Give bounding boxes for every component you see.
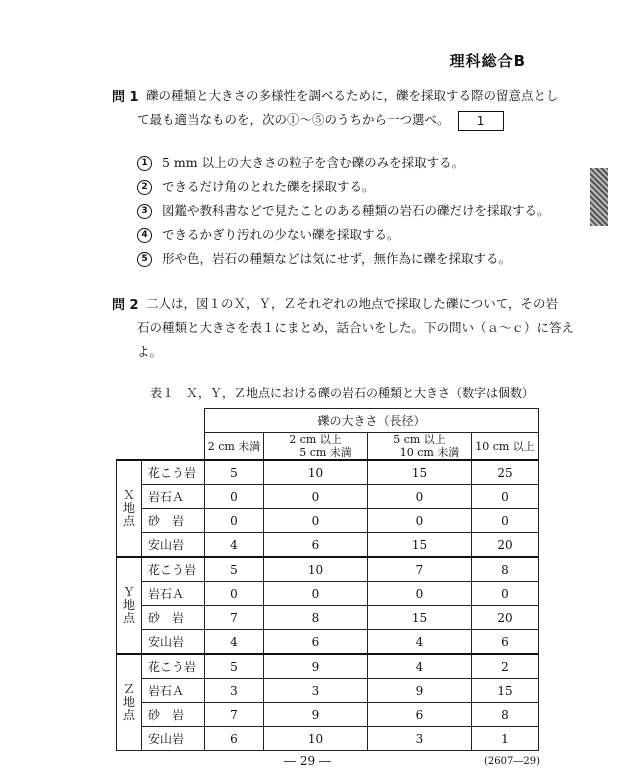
rock-type-cell: 安山岩 <box>142 533 205 558</box>
q2-text-line2: 石の種類と大きさを表１にまとめ，話合いをした。下の問い（ａ～ｃ）に答え <box>137 320 575 335</box>
q1-option-3[interactable] <box>137 201 550 219</box>
q1-option-3-text: 図鑑や教科書などで見たことのある種類の岩石の礫だけを採取する。 <box>162 203 550 218</box>
table-row <box>117 606 539 630</box>
option-number-4: 4 <box>137 228 152 243</box>
table-row <box>117 703 539 727</box>
count-cell: 9 <box>264 654 368 679</box>
count-cell: 7 <box>205 606 264 630</box>
section-tab-marker <box>590 168 608 226</box>
q1-label: 問 1 <box>112 90 139 105</box>
q1-text-line2 <box>137 110 504 131</box>
location-label <box>117 460 142 557</box>
count-cell: 5 <box>205 654 264 679</box>
location-label <box>117 557 142 654</box>
option-number-1: 1 <box>137 156 152 171</box>
rock-type-cell: 砂 岩 <box>142 509 205 533</box>
col-header-3-line2: 10 cm 未満 <box>399 446 460 459</box>
location-char: 点 <box>122 708 135 722</box>
count-cell: 0 <box>472 485 539 509</box>
count-cell: 10 <box>264 460 368 485</box>
table-row <box>117 485 539 509</box>
count-cell: 3 <box>205 679 264 703</box>
count-cell: 0 <box>264 509 368 533</box>
count-cell: 1 <box>472 727 539 751</box>
count-cell: 0 <box>205 582 264 606</box>
count-cell: 4 <box>368 630 472 655</box>
table-row <box>117 630 539 655</box>
rock-type-cell: 砂 岩 <box>142 703 205 727</box>
rock-type-cell: 花こう岩 <box>142 557 205 582</box>
rock-type-cell: 岩石Ａ <box>142 485 205 509</box>
q1-text-line2-body: て最も適当なものを，次の①～⑤のうちから一つ選べ。 <box>137 112 450 127</box>
q1-option-2-text: できるだけ角のとれた礫を採取する。 <box>162 179 375 194</box>
col-header-3 <box>368 433 472 461</box>
count-cell: 7 <box>368 557 472 582</box>
col-header-1 <box>205 433 264 461</box>
col-header-2-line1: 2 cm 以上 <box>289 433 342 446</box>
location-char: 点 <box>122 611 135 625</box>
rock-type-cell: 岩石Ａ <box>142 679 205 703</box>
table-body <box>117 460 539 751</box>
count-cell: 8 <box>472 703 539 727</box>
q2-label: 問 2 <box>112 298 139 313</box>
count-cell: 6 <box>264 630 368 655</box>
q1-text-line1: 礫の種類と大きさの多様性を調べるために，礫を採取する際の留意点とし <box>146 88 559 103</box>
table-row <box>117 727 539 751</box>
count-cell: 15 <box>368 606 472 630</box>
q1-option-2[interactable] <box>137 177 375 195</box>
option-number-2: 2 <box>137 180 152 195</box>
count-cell: 25 <box>472 460 539 485</box>
size-header: 礫の大きさ（長径） <box>205 409 539 433</box>
q1-option-1[interactable] <box>137 153 464 171</box>
table-row <box>117 582 539 606</box>
count-cell: 5 <box>205 460 264 485</box>
count-cell: 0 <box>368 509 472 533</box>
table-row <box>117 679 539 703</box>
rock-type-cell: 安山岩 <box>142 727 205 751</box>
rock-size-table <box>116 408 539 751</box>
count-cell: 4 <box>368 654 472 679</box>
count-cell: 9 <box>264 703 368 727</box>
location-char: 地 <box>122 598 135 612</box>
count-cell: 4 <box>205 533 264 558</box>
rock-type-cell: 安山岩 <box>142 630 205 655</box>
count-cell: 2 <box>472 654 539 679</box>
table-row <box>117 654 539 679</box>
option-number-5: 5 <box>137 252 152 267</box>
col-header-1-text: 2 cm 未満 <box>207 439 261 453</box>
q2-text-line3: よ。 <box>137 344 163 359</box>
table-row <box>117 533 539 558</box>
q1-option-1-text: 5 mm 以上の大きさの粒子を含む礫のみを採取する。 <box>162 155 465 170</box>
location-char: 点 <box>122 514 135 528</box>
count-cell: 0 <box>472 582 539 606</box>
table-row <box>117 509 539 533</box>
q1-option-4-text: できるかぎり汚れの少ない礫を採取する。 <box>162 227 400 242</box>
location-char: Ｘ <box>122 488 135 502</box>
count-cell: 6 <box>472 630 539 655</box>
count-cell: 3 <box>264 679 368 703</box>
table-row <box>117 460 539 485</box>
count-cell: 20 <box>472 606 539 630</box>
col-header-4 <box>472 433 539 461</box>
rock-type-cell: 岩石Ａ <box>142 582 205 606</box>
count-cell: 0 <box>205 509 264 533</box>
rock-type-cell: 花こう岩 <box>142 654 205 679</box>
count-cell: 0 <box>264 582 368 606</box>
rock-type-cell: 花こう岩 <box>142 460 205 485</box>
col-header-2 <box>264 433 368 461</box>
location-char: 地 <box>122 501 135 515</box>
count-cell: 3 <box>368 727 472 751</box>
col-header-2-line2: 5 cm 未満 <box>299 446 352 459</box>
q2-text-line1: 二人は，図１のＸ，Ｙ，Ｚそれぞれの地点で採取した礫について，その岩 <box>146 296 559 311</box>
count-cell: 15 <box>368 533 472 558</box>
count-cell: 15 <box>472 679 539 703</box>
count-cell: 20 <box>472 533 539 558</box>
q1-option-5-text: 形や色，岩石の種類などは気にせず，無作為に礫を採取する。 <box>162 251 512 266</box>
count-cell: 8 <box>264 606 368 630</box>
col-header-3-line1: 5 cm 以上 <box>393 433 446 446</box>
q1-option-5[interactable] <box>137 249 511 267</box>
table-row <box>117 557 539 582</box>
q1-option-4[interactable] <box>137 225 400 243</box>
count-cell: 9 <box>368 679 472 703</box>
count-cell: 0 <box>368 582 472 606</box>
location-char: Ｙ <box>122 585 135 599</box>
table-caption: 表１ Ｘ，Ｙ，Ｚ地点における礫の岩石の種類と大きさ（数字は個数） <box>150 386 535 400</box>
count-cell: 7 <box>205 703 264 727</box>
count-cell: 6 <box>368 703 472 727</box>
page-number: ― 29 ― <box>284 754 331 768</box>
count-cell: 8 <box>472 557 539 582</box>
count-cell: 5 <box>205 557 264 582</box>
rock-type-cell: 砂 岩 <box>142 606 205 630</box>
count-cell: 10 <box>264 727 368 751</box>
table-corner <box>117 409 205 461</box>
count-cell: 0 <box>205 485 264 509</box>
count-cell: 0 <box>472 509 539 533</box>
count-cell: 0 <box>264 485 368 509</box>
subject-title: 理科総合B <box>449 52 526 70</box>
location-char: 地 <box>122 695 135 709</box>
count-cell: 6 <box>264 533 368 558</box>
q1-answer-box[interactable]: 1 <box>458 111 504 131</box>
count-cell: 10 <box>264 557 368 582</box>
option-number-3: 3 <box>137 204 152 219</box>
location-char: Ｚ <box>122 682 135 696</box>
count-cell: 6 <box>205 727 264 751</box>
location-label <box>117 654 142 751</box>
page-code: (2607―29) <box>484 756 540 767</box>
count-cell: 4 <box>205 630 264 655</box>
count-cell: 15 <box>368 460 472 485</box>
col-header-4-text: 10 cm 以上 <box>475 439 535 453</box>
count-cell: 0 <box>368 485 472 509</box>
